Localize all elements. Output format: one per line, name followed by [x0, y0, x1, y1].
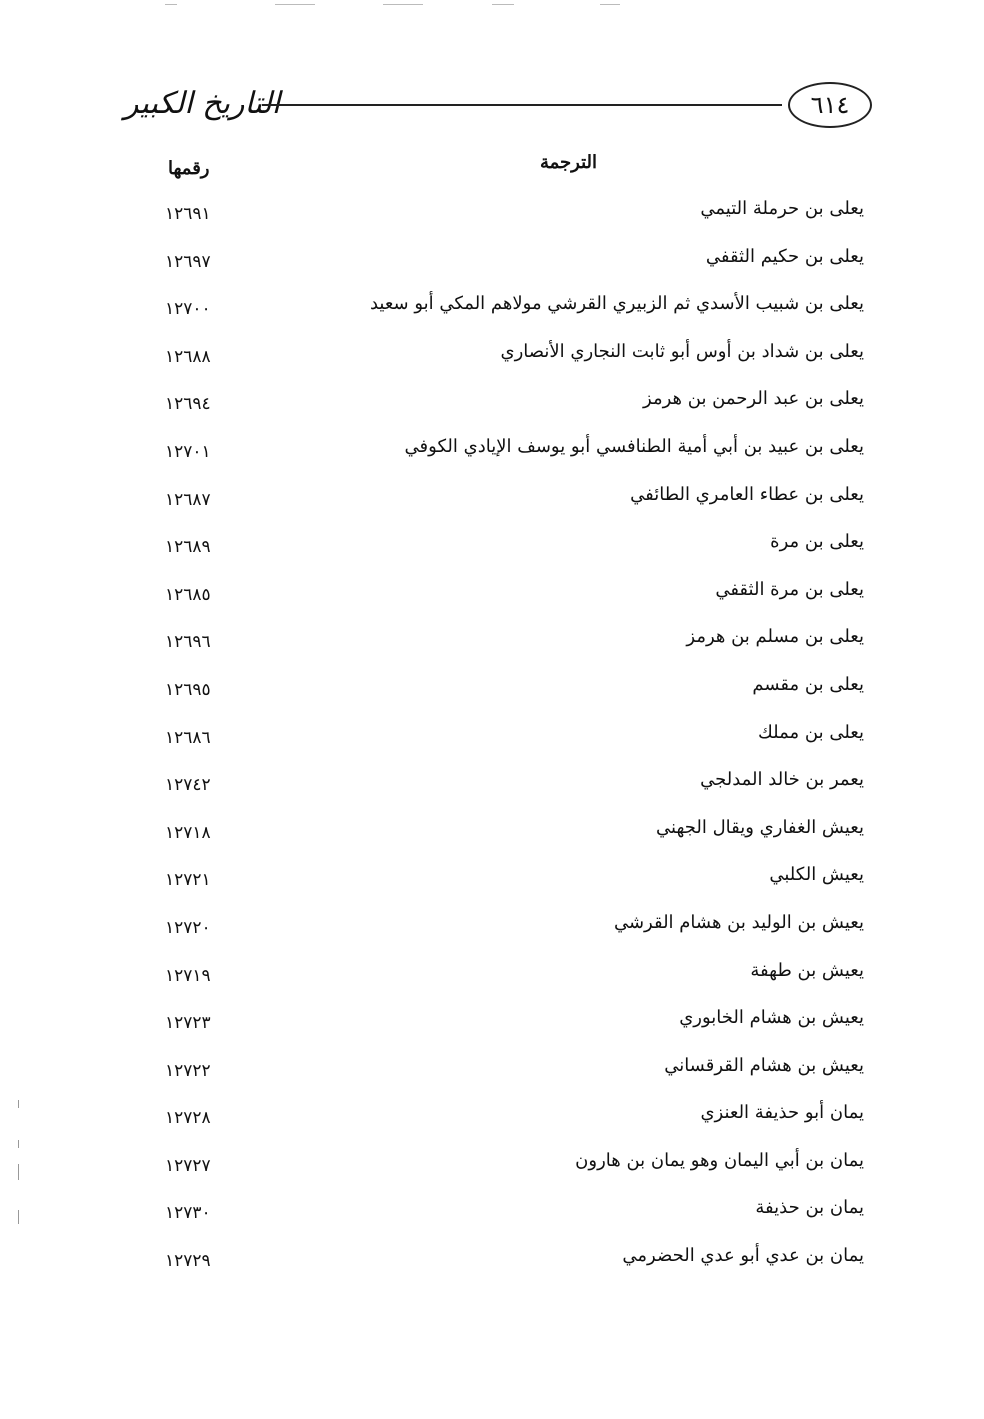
entry-number: ١٢٧٣٠	[165, 1203, 211, 1224]
column-header-number: رقمها	[168, 158, 210, 179]
page-title: التاريخ الكبير	[124, 86, 281, 121]
list-item	[0, 1049, 984, 1097]
entry-name: يعلى بن شداد بن أوس أبو ثابت النجاري الأنصاري	[500, 340, 864, 362]
entry-name: يمان بن حذيفة	[755, 1197, 864, 1219]
entry-name: يعلى بن مقسم	[752, 673, 864, 695]
entry-number: ١٢٦٨٩	[165, 537, 211, 558]
entry-name: يعيش بن طهفة	[750, 959, 864, 981]
list-item	[0, 478, 984, 526]
list-item	[0, 668, 984, 716]
entry-name: يعلى بن مرة	[770, 531, 864, 553]
entry-number: ١٢٧٢١	[165, 870, 211, 891]
entry-number: ١٢٦٩٤	[165, 394, 211, 415]
entry-number: ١٢٦٨٧	[165, 489, 211, 510]
list-item	[0, 525, 984, 573]
entry-name: يعلى بن عطاء العامري الطائفي	[630, 483, 864, 505]
list-item	[0, 954, 984, 1002]
entry-name: يعلى بن عبد الرحمن بن هرمز	[643, 388, 864, 410]
list-item	[0, 430, 984, 478]
list-item	[0, 335, 984, 383]
list-item	[0, 1001, 984, 1049]
entry-name: يعلى بن حكيم الثقفي	[705, 245, 864, 267]
entry-name: يعلى بن مملك	[758, 721, 864, 743]
list-item	[0, 287, 984, 335]
list-item	[0, 240, 984, 288]
page-header	[112, 82, 872, 132]
list-item	[0, 906, 984, 954]
entry-name: يعلى بن عبيد بن أبي أمية الطنافسي أبو يوسف الإيادي الكوفي	[404, 435, 864, 457]
list-item	[0, 763, 984, 811]
entry-number: ١٢٦٩٦	[165, 632, 211, 653]
entry-name: يعيش بن هشام الخابوري	[679, 1007, 864, 1029]
entry-number: ١٢٧٢٣	[165, 1013, 211, 1034]
header-rule	[262, 104, 782, 106]
list-item	[0, 192, 984, 240]
list-item	[0, 811, 984, 859]
entry-name: يمان بن أبي اليمان وهو يمان بن هارون	[575, 1149, 864, 1171]
entry-number: ١٢٧٢٠	[165, 917, 211, 938]
entry-number: ١٢٧٢٢	[165, 1060, 211, 1081]
entry-name: يعلى بن مسلم بن هرمز	[686, 626, 864, 648]
list-item	[0, 716, 984, 764]
list-item	[0, 1096, 984, 1144]
entry-number: ١٢٧١٩	[165, 965, 211, 986]
entry-name: يعلى بن شبيب الأسدي ثم الزبيري القرشي مولاهم المكي أبو سعيد	[369, 293, 864, 315]
entry-name: يمان بن عدي أبو عدي الحضرمي	[622, 1245, 864, 1267]
entry-number: ١٢٧٤٢	[165, 775, 211, 796]
list-item	[0, 1239, 984, 1287]
column-header-name: الترجمة	[540, 152, 598, 173]
list-item	[0, 382, 984, 430]
list-item	[0, 573, 984, 621]
entry-number: ١٢٧٠٠	[165, 299, 211, 320]
entry-number: ١٢٦٨٨	[165, 346, 211, 367]
page-number-badge: ٦١٤	[788, 82, 872, 128]
entry-number: ١٢٦٩٧	[165, 251, 211, 272]
list-item	[0, 1144, 984, 1192]
entry-name: يمان أبو حذيفة العنزي	[700, 1102, 864, 1124]
entry-number: ١٢٧٢٧	[165, 1155, 211, 1176]
entry-number: ١٢٦٨٥	[165, 584, 211, 605]
list-item	[0, 858, 984, 906]
entry-name: يعمر بن خالد المدلجي	[700, 769, 864, 791]
entry-number: ١٢٧٢٨	[165, 1108, 211, 1129]
entry-number: ١٢٦٩١	[165, 204, 211, 224]
scan-margin-marks	[18, 1100, 22, 1300]
entry-name: يعيش بن الوليد بن هشام القرشي	[613, 911, 864, 933]
entry-name: يعلى بن مرة الثقفي	[715, 578, 864, 600]
list-item	[0, 1191, 984, 1239]
entry-name: يعيش الغفاري ويقال الجهني	[656, 816, 864, 838]
scan-edge-marks	[0, 0, 984, 10]
entry-number: ١٢٧٢٩	[165, 1251, 211, 1272]
entry-number: ١٢٦٩٥	[165, 679, 211, 700]
list-item	[0, 620, 984, 668]
entry-name: يعيش بن هشام القرقساني	[664, 1054, 864, 1076]
entry-number: ١٢٧١٨	[165, 822, 211, 843]
entry-number: ١٢٧٠١	[165, 441, 211, 462]
entries-list	[0, 192, 984, 1287]
entry-name: يعلى بن حرملة التيمي	[700, 198, 864, 219]
entry-number: ١٢٦٨٦	[165, 727, 211, 748]
entry-name: يعيش الكلبي	[769, 864, 864, 886]
